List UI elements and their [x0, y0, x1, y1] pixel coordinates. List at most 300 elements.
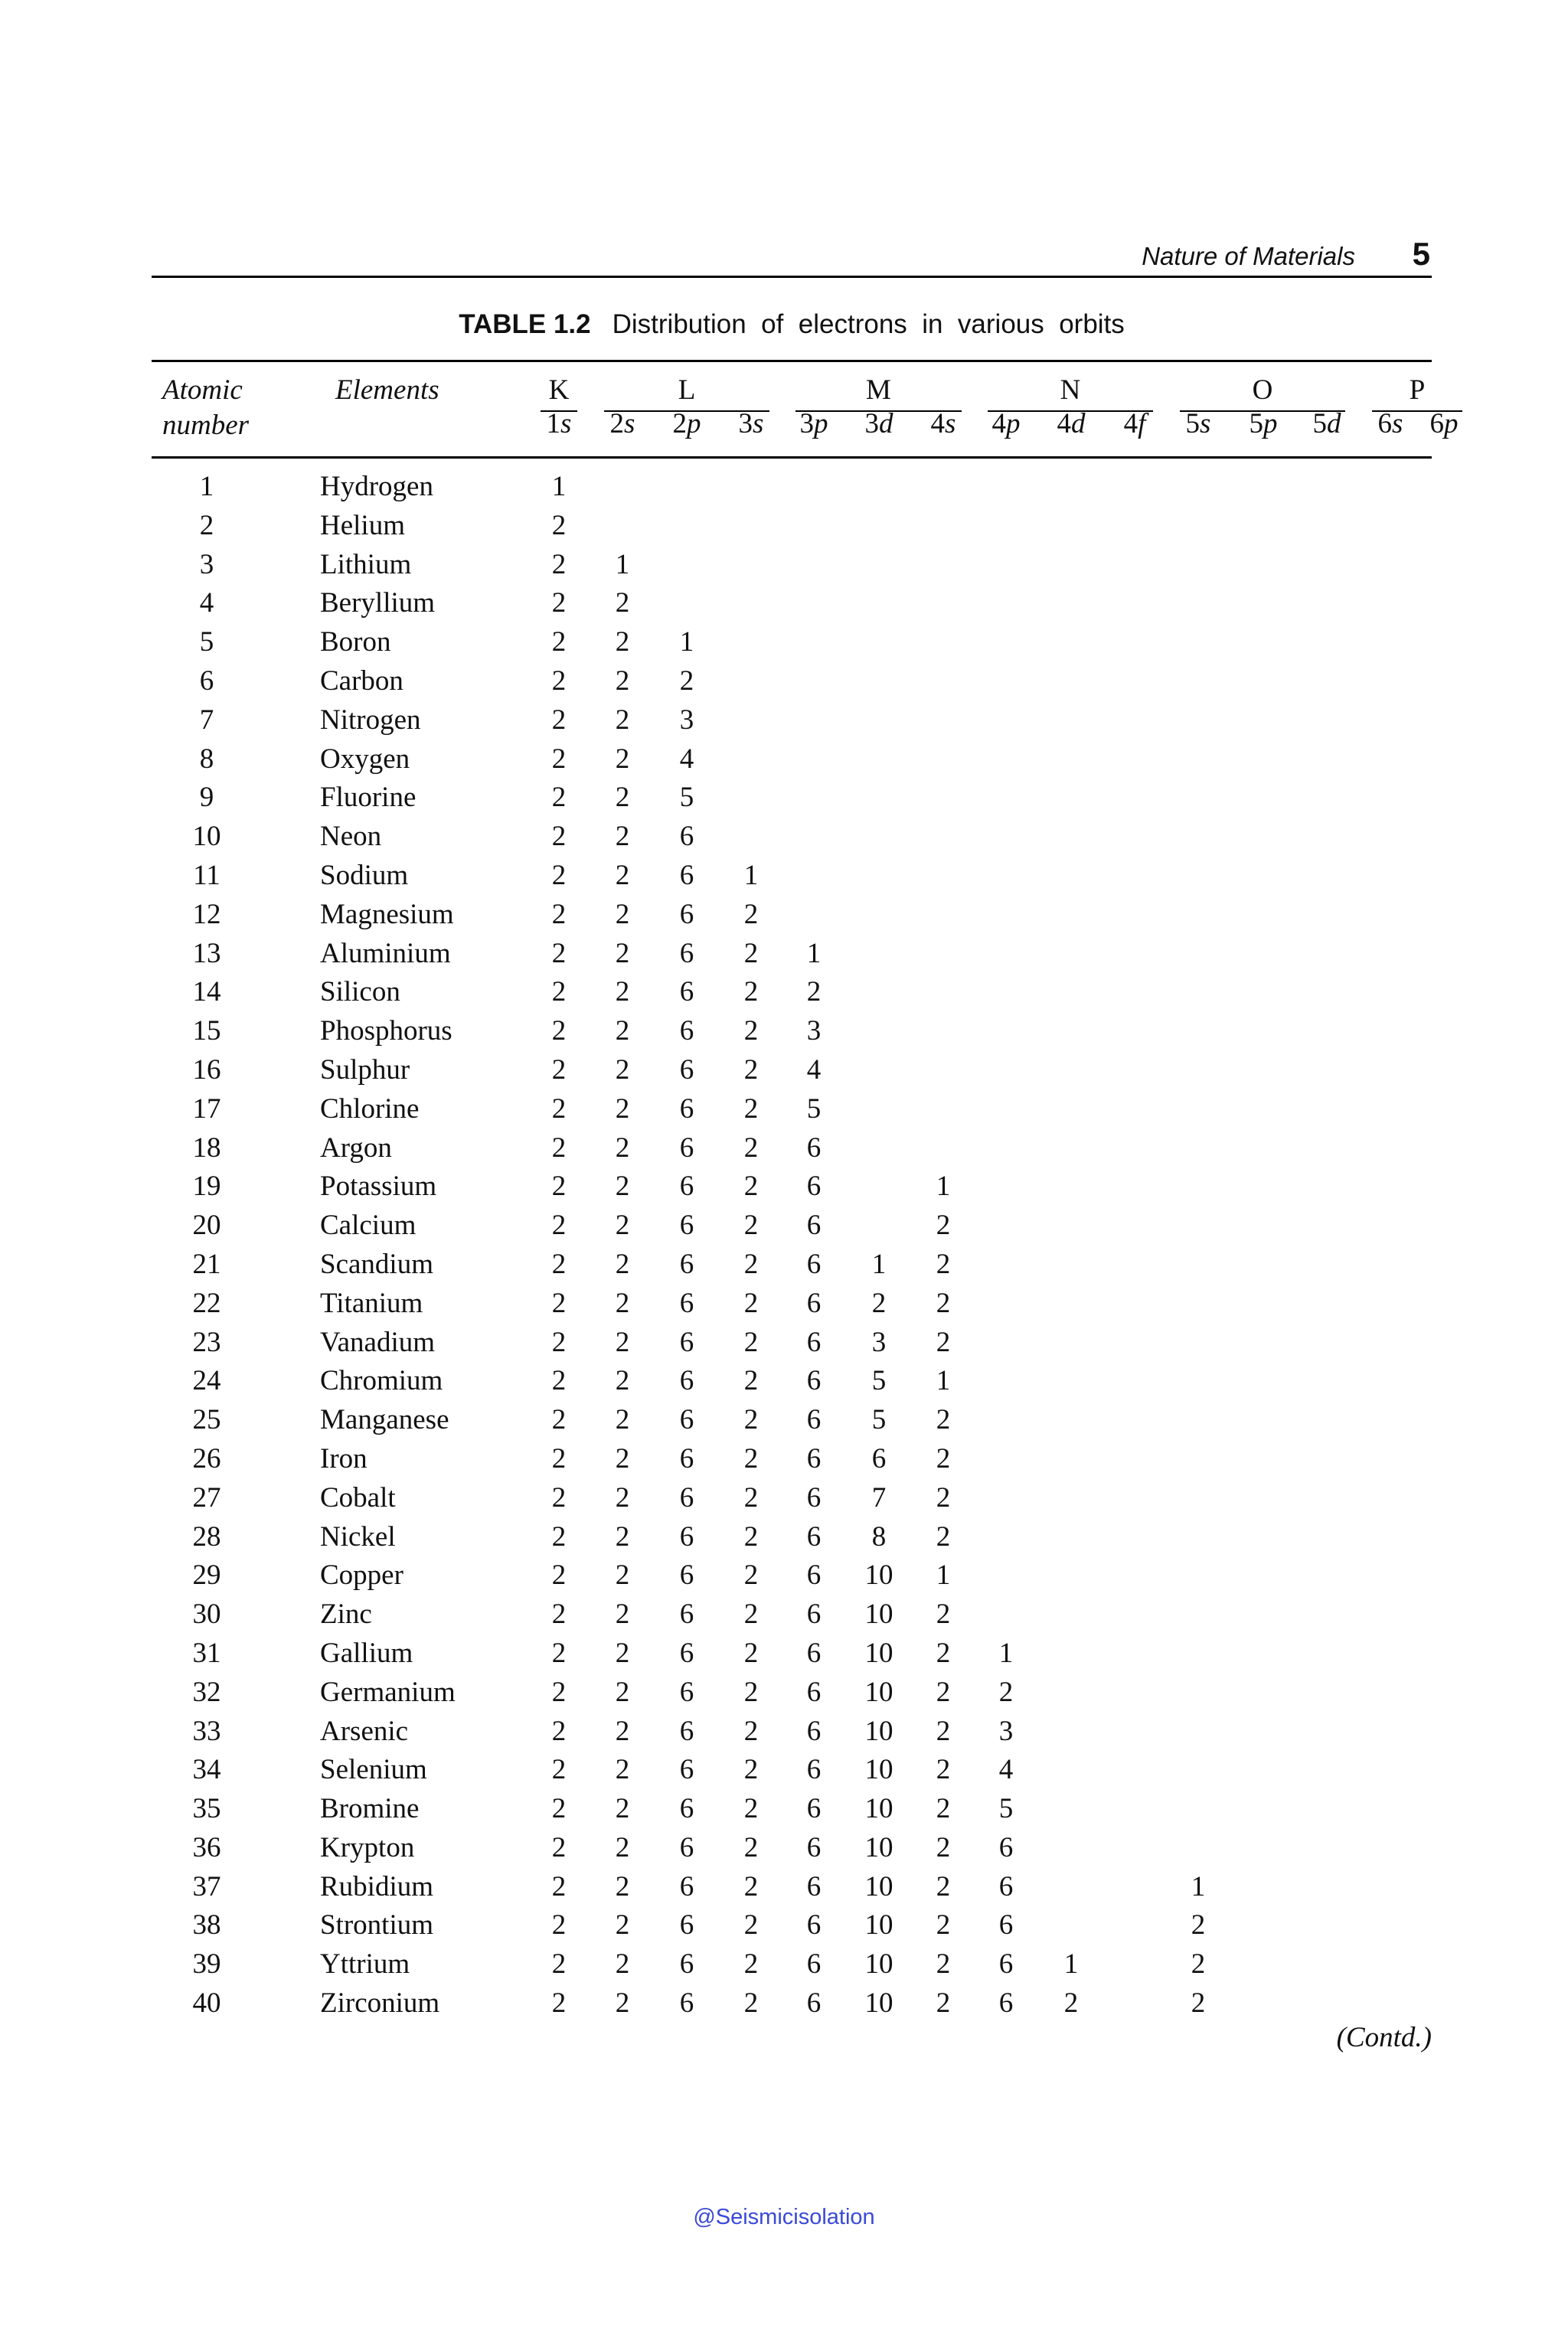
electron-count-cell: 6: [806, 1365, 822, 1397]
atomic-number-cell: 35: [192, 1793, 221, 1825]
electron-count-cell: 2: [936, 1520, 951, 1553]
electron-count-cell: 3: [998, 1715, 1014, 1747]
table-row: [0, 1092, 1568, 1132]
electron-count-cell: 6: [806, 1210, 822, 1242]
table-row: [0, 625, 1568, 665]
table-row: [0, 1014, 1568, 1053]
electron-count-cell: 8: [871, 1520, 887, 1553]
element-name-cell: Copper: [320, 1559, 403, 1592]
electron-count-cell: 2: [615, 1442, 630, 1474]
electron-count-cell: 6: [679, 1015, 694, 1047]
table-row: [0, 1715, 1568, 1754]
electron-count-cell: 2: [1191, 1909, 1206, 1941]
electron-count-cell: 2: [936, 1948, 951, 1981]
electron-count-cell: 2: [743, 1053, 759, 1086]
electron-count-cell: 6: [679, 898, 694, 930]
shell-label: L: [678, 374, 696, 406]
electron-count-cell: 6: [679, 1053, 694, 1086]
table-header-rule: [152, 456, 1432, 459]
subshell-header: [728, 407, 774, 440]
electron-count-cell: 2: [1063, 1987, 1079, 2020]
electron-count-cell: 2: [551, 782, 567, 814]
atomic-number-cell: 36: [192, 1831, 221, 1863]
element-name-cell: Chlorine: [320, 1092, 420, 1125]
subshell-number: 5: [1312, 408, 1327, 439]
electron-count-cell: 1: [936, 1171, 951, 1203]
subshell-header: [1175, 407, 1221, 440]
electron-count-cell: 1: [998, 1637, 1014, 1669]
atomic-number-cell: 11: [193, 859, 220, 891]
atomic-number-cell: 29: [192, 1559, 221, 1592]
atomic-number-cell: 31: [192, 1637, 221, 1669]
element-name-cell: Strontium: [320, 1909, 434, 1941]
electron-count-cell: 10: [864, 1676, 893, 1708]
atomic-number-cell: 22: [192, 1287, 221, 1319]
subshell-number: 4: [1123, 408, 1138, 439]
electron-count-cell: 2: [936, 1599, 951, 1631]
electron-count-cell: 1: [806, 937, 822, 969]
electron-count-cell: 6: [806, 1987, 822, 2020]
atomic-number-cell: 1: [199, 471, 214, 502]
electron-count-cell: 6: [679, 1248, 694, 1280]
table-row: [0, 1831, 1568, 1870]
electron-count-cell: 2: [1191, 1987, 1206, 2020]
table-caption-text: Distribution of electrons in various orbits: [612, 309, 1125, 339]
element-name-cell: Bromine: [320, 1793, 420, 1825]
subshell-number: 4: [991, 408, 1006, 439]
electron-count-cell: 2: [615, 1676, 630, 1708]
electron-count-cell: 2: [743, 1909, 759, 1941]
subshell-number: 4: [1057, 408, 1071, 439]
electron-count-cell: 2: [806, 976, 822, 1008]
subshell-letter: s: [624, 408, 635, 439]
electron-count-cell: 2: [743, 1132, 759, 1164]
element-name-cell: Yttrium: [320, 1948, 410, 1981]
electron-count-cell: 6: [679, 1559, 694, 1592]
subshell-letter: p: [687, 408, 701, 439]
electron-count-cell: 2: [615, 1053, 630, 1086]
electron-count-cell: 2: [936, 1326, 951, 1358]
atomic-number-cell: 4: [199, 587, 214, 619]
electron-count-cell: 3: [679, 704, 694, 736]
subshell-header: [1367, 407, 1413, 440]
table-row: [0, 470, 1568, 509]
subshell-letter: s: [560, 408, 572, 439]
electron-count-cell: 1: [679, 626, 694, 658]
table-row: [0, 665, 1568, 704]
electron-count-cell: 2: [551, 1793, 567, 1825]
atomic-number-cell: 20: [192, 1210, 221, 1242]
atomic-number-cell: 27: [192, 1481, 221, 1514]
shell-label: P: [1409, 374, 1426, 406]
electron-count-cell: 2: [615, 898, 630, 930]
electron-count-cell: 6: [679, 1715, 694, 1747]
electron-count-cell: 2: [615, 1870, 630, 1902]
electron-count-cell: 2: [551, 1754, 567, 1786]
subshell-header: [1240, 407, 1286, 440]
subshell-header: [536, 407, 582, 440]
element-name-cell: Helium: [320, 509, 405, 541]
subshell-header: [1048, 407, 1094, 440]
electron-count-cell: 2: [551, 704, 567, 736]
electron-count-cell: 2: [743, 1987, 759, 2020]
table-row: [0, 1364, 1568, 1403]
electron-count-cell: 2: [615, 1637, 630, 1669]
electron-count-cell: 6: [679, 1948, 694, 1981]
electron-count-cell: 6: [806, 1481, 822, 1514]
electron-count-cell: 2: [551, 1909, 567, 1941]
electron-count-cell: 2: [551, 1870, 567, 1902]
electron-count-cell: 6: [679, 937, 694, 969]
atomic-number-cell: 16: [192, 1053, 221, 1086]
electron-count-cell: 2: [551, 1948, 567, 1981]
electron-count-cell: 6: [679, 1365, 694, 1397]
electron-count-cell: 2: [743, 1793, 759, 1825]
atomic-number-cell: 24: [192, 1365, 221, 1397]
electron-count-cell: 2: [615, 1948, 630, 1981]
element-name-cell: Boron: [320, 626, 391, 658]
electron-count-cell: 6: [679, 1092, 694, 1125]
electron-count-cell: 2: [551, 1520, 567, 1553]
subshell-number: 2: [609, 408, 625, 439]
table-row: [0, 1559, 1568, 1598]
electron-count-cell: 2: [936, 1793, 951, 1825]
electron-count-cell: 2: [936, 1442, 951, 1474]
electron-count-cell: 6: [806, 1442, 822, 1474]
electron-count-cell: 6: [679, 1287, 694, 1319]
electron-count-cell: 2: [936, 1831, 951, 1863]
running-header: [152, 234, 1432, 277]
electron-count-cell: 6: [806, 1599, 822, 1631]
header-rule: [152, 276, 1432, 278]
element-name-cell: Scandium: [320, 1248, 433, 1280]
subshell-number: 3: [799, 408, 814, 439]
element-name-cell: Germanium: [320, 1676, 456, 1708]
electron-count-cell: 2: [743, 1559, 759, 1592]
table-row: [0, 781, 1568, 820]
electron-count-cell: 6: [679, 1404, 694, 1436]
electron-count-cell: 6: [806, 1404, 822, 1436]
element-name-cell: Iron: [320, 1442, 368, 1474]
electron-count-cell: 6: [679, 821, 694, 853]
table-caption: [152, 309, 1432, 340]
electron-count-cell: 2: [615, 704, 630, 736]
atomic-number-cell: 34: [192, 1754, 221, 1786]
electron-count-cell: 2: [743, 1365, 759, 1397]
subshell-letter: d: [879, 408, 893, 439]
atomic-number-cell: 2: [199, 509, 214, 541]
atomic-number-cell: 19: [192, 1171, 221, 1203]
atomic-number-cell: 8: [199, 743, 214, 775]
subshell-number: 3: [864, 408, 879, 439]
electron-count-cell: 2: [743, 1210, 759, 1242]
element-name-cell: Zirconium: [320, 1987, 440, 2020]
element-name-cell: Chromium: [320, 1365, 443, 1397]
table-row: [0, 1637, 1568, 1676]
electron-count-cell: 2: [551, 1481, 567, 1514]
subshell-number: 1: [546, 408, 561, 439]
subshell-number: 4: [930, 408, 946, 439]
electron-count-cell: 2: [936, 1210, 951, 1242]
electron-count-cell: 2: [743, 898, 759, 930]
electron-count-cell: 10: [864, 1948, 893, 1981]
electron-count-cell: 2: [743, 1481, 759, 1514]
element-name-cell: Oxygen: [320, 743, 410, 775]
electron-count-cell: 2: [551, 1132, 567, 1164]
subshell-header: [791, 407, 837, 440]
electron-count-cell: 2: [743, 937, 759, 969]
electron-count-cell: 6: [806, 1870, 822, 1902]
atomic-number-cell: 12: [192, 898, 221, 930]
element-name-cell: Vanadium: [320, 1326, 436, 1358]
electron-count-cell: 2: [551, 1287, 567, 1319]
element-name-cell: Phosphorus: [320, 1015, 452, 1047]
electron-count-cell: 2: [936, 1637, 951, 1669]
element-name-cell: Argon: [320, 1132, 392, 1164]
electron-count-cell: 2: [551, 1637, 567, 1669]
electron-count-cell: 2: [615, 1793, 630, 1825]
electron-count-cell: 6: [806, 1287, 822, 1319]
electron-count-cell: 2: [615, 1210, 630, 1242]
element-name-cell: Carbon: [320, 665, 403, 697]
table-row: [0, 743, 1568, 782]
electron-count-cell: 2: [743, 1015, 759, 1047]
electron-count-cell: 2: [743, 1287, 759, 1319]
electron-count-cell: 6: [998, 1831, 1014, 1863]
electron-count-cell: 2: [551, 587, 567, 619]
atomic-number-cell: 23: [192, 1326, 221, 1358]
page-number: 5: [1412, 236, 1430, 272]
column-header-atomic: Atomic: [162, 374, 243, 406]
electron-count-cell: 6: [806, 1793, 822, 1825]
element-name-cell: Sulphur: [320, 1053, 410, 1086]
electron-count-cell: 6: [806, 1520, 822, 1553]
subshell-header: [1112, 407, 1158, 440]
electron-count-cell: 2: [615, 1909, 630, 1941]
subshell-number: 6: [1377, 408, 1393, 439]
table-row: [0, 1442, 1568, 1481]
subshell-header: [599, 407, 645, 440]
electron-count-cell: 6: [806, 1715, 822, 1747]
electron-count-cell: 2: [743, 1171, 759, 1203]
electron-count-cell: 2: [551, 743, 567, 775]
atomic-number-cell: 10: [192, 821, 221, 853]
electron-count-cell: 2: [615, 1287, 630, 1319]
electron-count-cell: 6: [998, 1987, 1014, 2020]
electron-count-cell: 10: [864, 1870, 893, 1902]
shell-label: M: [866, 374, 891, 406]
electron-count-cell: 2: [743, 1948, 759, 1981]
electron-count-cell: 6: [806, 1132, 822, 1164]
running-header-title: Nature of Materials: [1142, 242, 1355, 270]
subshell-letter: s: [753, 408, 764, 439]
table-row: [0, 1987, 1568, 2026]
subshell-letter: d: [1071, 408, 1086, 439]
atomic-number-cell: 14: [192, 976, 221, 1008]
atomic-number-cell: 6: [199, 665, 214, 697]
electron-count-cell: 6: [679, 1637, 694, 1669]
electron-count-cell: 2: [936, 1404, 951, 1436]
electron-count-cell: 2: [743, 1442, 759, 1474]
electron-count-cell: 5: [679, 782, 694, 814]
electron-count-cell: 2: [551, 1404, 567, 1436]
electron-count-cell: 6: [679, 1793, 694, 1825]
electron-count-cell: 2: [551, 626, 567, 658]
atomic-number-cell: 30: [192, 1599, 221, 1631]
electron-count-cell: 1: [936, 1365, 951, 1397]
element-name-cell: Sodium: [320, 859, 409, 891]
subshell-number: 2: [672, 408, 687, 439]
atomic-number-cell: 13: [192, 937, 221, 969]
table-row: [0, 1209, 1568, 1248]
electron-count-cell: 2: [615, 587, 630, 619]
electron-count-cell: 2: [551, 859, 567, 891]
electron-count-cell: 5: [871, 1404, 887, 1436]
electron-count-cell: 2: [743, 1404, 759, 1436]
atomic-number-cell: 28: [192, 1520, 221, 1553]
electron-count-cell: 3: [871, 1326, 887, 1358]
subshell-letter: d: [1327, 408, 1341, 439]
electron-count-cell: 2: [551, 1676, 567, 1708]
electron-count-cell: 2: [551, 1248, 567, 1280]
atomic-number-cell: 25: [192, 1404, 221, 1436]
electron-count-cell: 2: [743, 1637, 759, 1669]
element-name-cell: Cobalt: [320, 1481, 396, 1514]
subshell-header: [856, 407, 902, 440]
electron-count-cell: 6: [998, 1870, 1014, 1902]
atomic-number-cell: 7: [199, 704, 214, 736]
electron-count-cell: 2: [615, 1715, 630, 1747]
electron-count-cell: 6: [998, 1948, 1014, 1981]
subshell-letter: p: [1444, 408, 1459, 439]
table-row: [0, 1053, 1568, 1092]
electron-count-cell: 10: [864, 1909, 893, 1941]
electron-count-cell: 10: [864, 1793, 893, 1825]
element-name-cell: Magnesium: [320, 898, 454, 930]
electron-count-cell: 10: [864, 1831, 893, 1863]
electron-count-cell: 10: [864, 1559, 893, 1592]
electron-count-cell: 2: [936, 1909, 951, 1941]
table-row: [0, 1481, 1568, 1520]
electron-count-cell: 2: [551, 1365, 567, 1397]
electron-count-cell: 2: [551, 821, 567, 853]
table-row: [0, 859, 1568, 898]
element-name-cell: Aluminium: [320, 937, 451, 969]
electron-count-cell: 6: [806, 1754, 822, 1786]
subshell-header: [664, 407, 710, 440]
element-name-cell: Arsenic: [320, 1715, 409, 1747]
electron-count-cell: 2: [615, 1015, 630, 1047]
electron-count-cell: 6: [871, 1442, 887, 1474]
electron-count-cell: 2: [743, 976, 759, 1008]
electron-count-cell: 2: [936, 1248, 951, 1280]
atomic-number-cell: 5: [199, 626, 214, 658]
shell-label: K: [548, 374, 570, 406]
electron-count-cell: 1: [551, 471, 567, 502]
electron-count-cell: 2: [936, 1715, 951, 1747]
subshell-letter: s: [1392, 408, 1403, 439]
element-name-cell: Manganese: [320, 1404, 449, 1436]
electron-count-cell: 2: [615, 937, 630, 969]
electron-count-cell: 2: [743, 1326, 759, 1358]
atomic-number-cell: 38: [192, 1909, 221, 1941]
electron-count-cell: 6: [679, 976, 694, 1008]
electron-count-cell: 2: [551, 1599, 567, 1631]
electron-count-cell: 6: [806, 1248, 822, 1280]
electron-count-cell: 1: [615, 548, 630, 580]
electron-count-cell: 2: [615, 1365, 630, 1397]
electron-count-cell: 2: [551, 665, 567, 697]
electron-count-cell: 1: [871, 1248, 887, 1280]
atomic-number-cell: 33: [192, 1715, 221, 1747]
electron-count-cell: 2: [615, 1559, 630, 1592]
electron-count-cell: 2: [936, 1754, 951, 1786]
subshell-letter: p: [814, 408, 828, 439]
subshell-number: 6: [1429, 408, 1444, 439]
subshell-header: [983, 407, 1029, 440]
element-name-cell: Krypton: [320, 1831, 415, 1863]
electron-count-cell: 10: [864, 1637, 893, 1669]
electron-count-cell: 5: [998, 1793, 1014, 1825]
electron-count-cell: 2: [936, 1481, 951, 1514]
electron-count-cell: 1: [743, 859, 759, 891]
electron-count-cell: 2: [615, 1599, 630, 1631]
electron-count-cell: 4: [806, 1053, 822, 1086]
watermark: @Seismicisolation: [693, 2205, 875, 2229]
element-name-cell: Selenium: [320, 1754, 427, 1786]
electron-count-cell: 2: [615, 1754, 630, 1786]
subshell-letter: f: [1138, 408, 1146, 439]
subshell-letter: p: [1006, 408, 1021, 439]
electron-count-cell: 2: [936, 1676, 951, 1708]
element-name-cell: Lithium: [320, 548, 412, 580]
subshell-letter: s: [945, 408, 956, 439]
electron-count-cell: 2: [615, 1132, 630, 1164]
electron-count-cell: 2: [615, 1326, 630, 1358]
element-name-cell: Nickel: [320, 1520, 396, 1553]
electron-count-cell: 2: [551, 548, 567, 580]
table-row: [0, 1909, 1568, 1948]
subshell-number: 5: [1249, 408, 1263, 439]
electron-count-cell: 6: [679, 1599, 694, 1631]
atomic-number-cell: 39: [192, 1948, 221, 1981]
electron-count-cell: 5: [806, 1092, 822, 1125]
element-name-cell: Gallium: [320, 1637, 413, 1669]
atomic-number-cell: 3: [199, 548, 214, 580]
column-header-elements: Elements: [335, 374, 439, 406]
electron-count-cell: 6: [679, 1831, 694, 1863]
electron-count-cell: 2: [551, 898, 567, 930]
electron-count-cell: 10: [864, 1715, 893, 1747]
electron-count-cell: 2: [551, 1210, 567, 1242]
electron-count-cell: 6: [679, 1987, 694, 2020]
subshell-letter: p: [1263, 408, 1278, 439]
subshell-header: [1304, 407, 1350, 440]
table-caption-label: TABLE 1.2: [459, 309, 591, 339]
electron-count-cell: 1: [1191, 1870, 1206, 1902]
element-name-cell: Calcium: [320, 1210, 416, 1242]
atomic-number-cell: 15: [192, 1015, 221, 1047]
electron-count-cell: 2: [1191, 1948, 1206, 1981]
electron-count-cell: 2: [615, 1831, 630, 1863]
electron-count-cell: 2: [743, 1092, 759, 1125]
element-name-cell: Hydrogen: [320, 471, 433, 502]
electron-count-cell: 6: [806, 1637, 822, 1669]
electron-count-cell: 2: [551, 1442, 567, 1474]
table-row: [0, 1403, 1568, 1442]
electron-count-cell: 2: [615, 1404, 630, 1436]
table-row: [0, 975, 1568, 1014]
